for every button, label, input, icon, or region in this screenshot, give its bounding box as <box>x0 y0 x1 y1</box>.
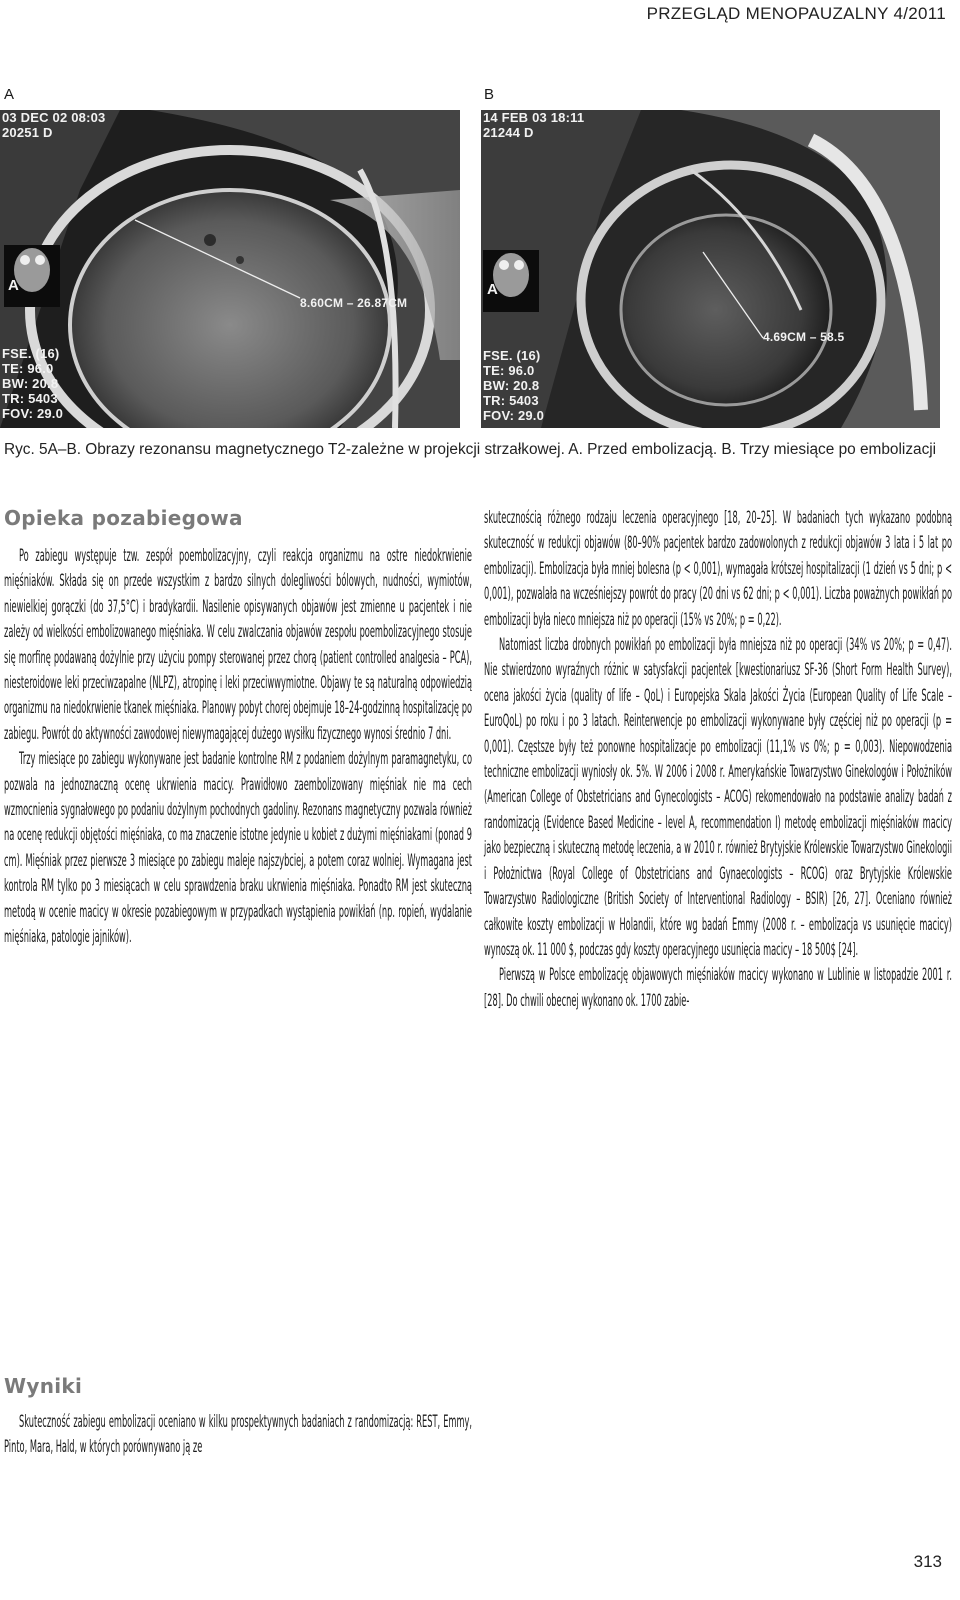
overlay-id-a: 20251 D <box>2 125 53 140</box>
overlay-param: FOV: 29.0 <box>2 406 64 421</box>
overlay-param: FSE. (16) <box>2 346 60 361</box>
paragraph: Po zabiegu występuje tzw. zespół poembolizacyjny, czyli reakcja organizmu na ostre niedokrwienie mięśniaków. Składa się on przede wszystkim z bardzo silnych dolegliwości bólowych, nudności, wymiotów, niewielkiej gorączki (do 37,5°C) i bradykardii. Nasilenie opisywanych objawów jest zmienne u pacjentek i nie zależy od wielkości embolizowanego mięśniaka. W celu zwalczania objawów zespołu poembolizacyjnego stosuje się morfinę podawaną dożylnie przy użyciu pompy sterowanej przez chorą (patient controlled analgesia – PCA), niesteroidowe leki przeciwzapalne (NLPZ), atropinę i leki przeciwwymiotne. Objawy te są naturalną odpowiedzią organizmu na niedokrwienie tkanek mięśniaka. Planowy pobyt chorej obejmuje 18–24-godzinną hospitalizację po zabiegu. Powrót do aktywności zawodowej niewymagającej dużego wysiłku fizycznego wynosi średnio 7 dni. <box>4 546 472 743</box>
mri-image-panel-b <box>481 110 940 428</box>
overlay-param: TR: 5403 <box>2 391 58 406</box>
overlay-params-a <box>2 346 63 421</box>
overlay-param: FOV: 29.0 <box>483 408 545 423</box>
overlay-param: BW: 20.8 <box>2 376 59 391</box>
overlay-param: TR: 5403 <box>483 393 539 408</box>
overlay-id-b: 21244 D <box>483 125 534 140</box>
paragraph: Skuteczność zabiegu embolizacji oceniano w kilku prospektywnych badaniach z randomizacją: REST, Emmy, Pinto, Mara, Hald, w których porównywano ją ze <box>4 1412 472 1457</box>
section-title-postop: Opieka pozabiegowa <box>4 506 243 530</box>
overlay-orientation-a: A <box>8 277 20 294</box>
left-column-text-2 <box>4 1409 940 1460</box>
mri-scan-b-graphic <box>481 110 940 428</box>
section-title-results: Wyniki <box>4 1374 83 1398</box>
mri-image-panel-a <box>0 110 460 428</box>
figure-panel-b-letter: B <box>484 86 495 103</box>
overlay-param: TE: 96.0 <box>2 361 54 376</box>
overlay-params-b <box>483 348 544 423</box>
mri-scan-a-graphic <box>0 110 460 428</box>
paragraph: Pierwszą w Polsce embolizację objawowych mięśniaków macicy wykonano w Lublinie w listopadzie 2001 r. [28]. Do chwili obecnej wykonano ok. 1700 zabie- <box>484 965 952 1010</box>
overlay-param: BW: 20.8 <box>483 378 540 393</box>
overlay-header-b <box>483 110 584 140</box>
overlay-param: TE: 96.0 <box>483 363 535 378</box>
overlay-header-a <box>2 110 105 140</box>
figure-panel-a-letter: A <box>4 86 15 103</box>
figure-caption: Ryc. 5A–B. Obrazy rezonansu magnetycznego T2-zależne w projekcji strzałkowej. A. Przed embolizacją. B. Trzy miesiące po embolizacji <box>4 441 937 458</box>
page-number: 313 <box>913 1552 942 1571</box>
journal-header: PRZEGLĄD MENOPAUZALNY 4/2011 <box>646 4 946 23</box>
overlay-measure-a: 8.60CM – 26.87CM <box>300 296 408 310</box>
overlay-date-a: 03 DEC 02 08:03 <box>2 110 106 125</box>
overlay-param: FSE. (16) <box>483 348 541 363</box>
overlay-orientation-b: A <box>487 281 499 298</box>
paragraph: Trzy miesiące po zabiegu wykonywane jest badanie kontrolne RM z podaniem dożylnym paramagnetyku, co pozwala na jednoznaczną ocenę ukrwienia macicy. Prawidłowo zaembolizowany mięśniak nie ma cech wzmocnienia sygnałowego po podaniu dożylnym pochodnych gadoliny. Rezonans magnetyczny pozwala również na ocenę redukcji objętości mięśniaka, co ma znaczenie istotne jedynie u kobiet z dużymi mięśniakami (ponad 9 cm). Mięśniak przez pierwsze 3 miesiące po zabiegu maleje najszybciej, a potem coraz wolniej. Wymagana jest kontrola RM tylko po 3 miesiącach w celu sprawdzenia braku ukrwienia mięśniaka. Ponadto RM jest skuteczną metodą w ocenie macicy w okresie pozabiegowym w przypadkach wystąpienia powikłań (np. ropień, wydalanie mięśniaka, patologie jajników). <box>4 749 472 947</box>
right-column-text <box>484 505 960 1013</box>
paragraph: skutecznością różnego rodzaju leczenia operacyjnego [18, 20–25]. W badaniach tych wykazano podobną skuteczność w redukcji objawów (80–90% pacjentek bardzo zadowolonych z redukcji objawów 3 lata i 5 lat po embolizacji). Embolizacja była mniej bolesna (p < 0,001), wymagała krótszej hospitalizacji (1 dzień vs 5 dni; p < 0,001), pozwalała na wcześniejszy powrót do pracy (20 dni vs 62 dni; p < 0,001). Liczba poważnych powikłań po embolizacji była nieco mniejsza niż po operacji (15% vs 20%; p = 0,22). <box>484 508 952 629</box>
overlay-date-b: 14 FEB 03 18:11 <box>483 110 585 125</box>
overlay-measure-b: 4.69CM – 58.5 <box>763 330 845 344</box>
paragraph: Natomiast liczba drobnych powikłań po embolizacji była mniejsza niż po operacji (34% vs 20%; p = 0,47). Nie stwierdzono wyraźnych różnic w satysfakcji pacjentek [kwestionariusz SF-36 (Short Form Health Survey), ocena jakości życia (quality of life – QoL) i Europejska Skala Jakości Życia (European Quality of Life Scale – EuroQoL) po roku i po 3 latach. Reinterwencje po embolizacji wykonywane były częściej niż po operacji (p = 0,001). Częstsze były też ponowne hospitalizacje po embolizacji (11,1% vs 0%; p = 0,003). Niepowodzenia techniczne embolizacji wyniosły ok. 5%. W 2006 i 2008 r. Amerykańskie Towarzystwo Ginekologów i Położników (American College of Obstetricians and Gynecologists – ACOG) rekomendowało na podstawie analizy badań z randomizacją (Evidence Based Medicine – level A, recommendation I) metodę embolizacji mięśniaków macicy jako bezpieczną i skuteczną metodę leczenia, a w 2010 r. również Brytyjskie Królewskie Towarzystwo Ginekologii i Położnictwa (Royal College of Obstetricians and Gynaecologists – RCOG) oraz Brytyjskie Królewskie Towarzystwo Radiologiczne (British Society of Interventional Radiology – BSIR) [26, 27]. Oceniano również całkowite koszty embolizacji w Holandii, które wg badań Emmy (2008 r. – embolizacja vs usunięcie macicy) wynoszą ok. 11 000 $, podczas gdy koszty operacyjnego usunięcia macicy – 18 500$ [24]. <box>484 635 952 959</box>
